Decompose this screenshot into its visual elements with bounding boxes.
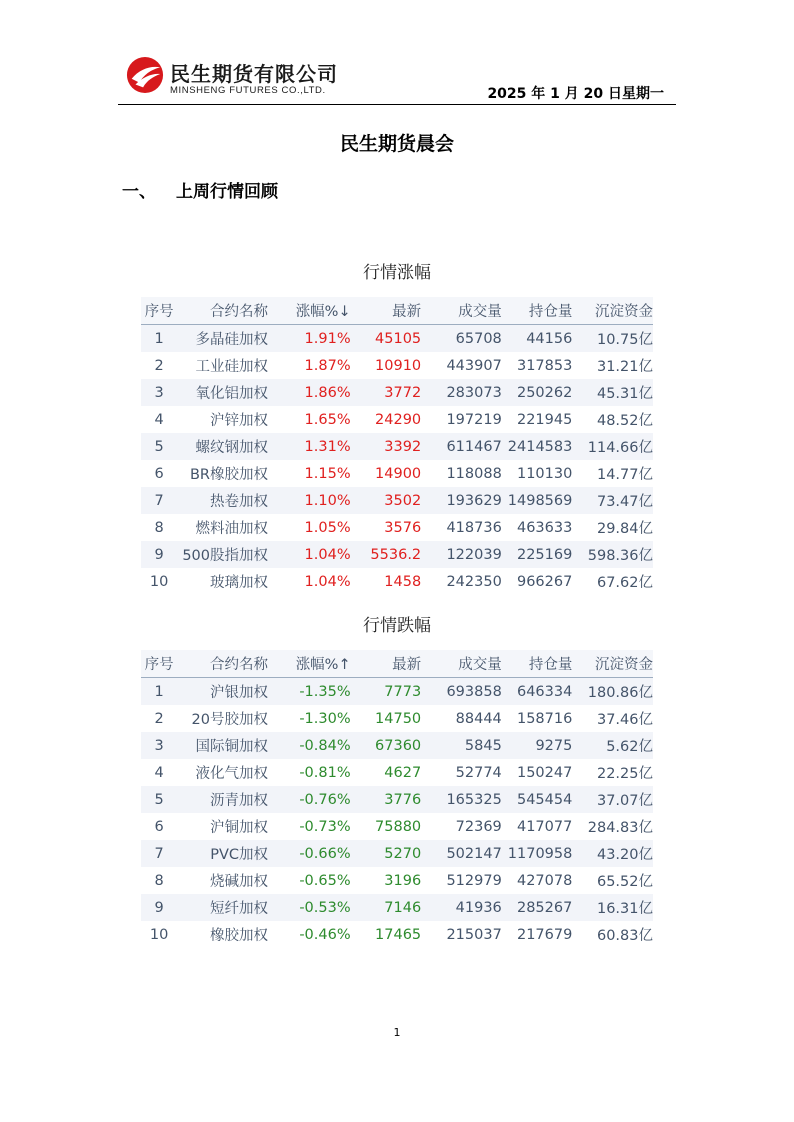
table-row [141, 325, 653, 353]
page-number: 1 [393, 1026, 401, 1039]
settled-funds-cell: 37.46亿 [572, 705, 653, 732]
open-interest-cell: 225169 [502, 541, 573, 568]
header-cell: 合约名称 [177, 297, 270, 325]
open-interest-cell: 1170958 [502, 840, 573, 867]
latest-price-cell: 14750 [351, 705, 422, 732]
header-cell: 最新 [351, 297, 422, 325]
settled-funds-cell: 29.84亿 [572, 514, 653, 541]
header-cell: 最新 [351, 650, 422, 678]
change-percent-cell: 1.04% [270, 568, 351, 595]
settled-funds-cell: 37.07亿 [572, 786, 653, 813]
open-interest-cell: 250262 [502, 379, 573, 406]
latest-price-cell: 3196 [351, 867, 422, 894]
open-interest-cell: 646334 [502, 678, 573, 706]
gainers-rows [141, 325, 653, 596]
table-row [141, 894, 653, 921]
change-percent-cell: -0.46% [270, 921, 351, 948]
volume-cell: 5845 [421, 732, 502, 759]
latest-price-cell: 17465 [351, 921, 422, 948]
open-interest-cell: 2414583 [502, 433, 573, 460]
contract-name-cell: 国际铜加权 [177, 732, 270, 759]
header-cell: 沉淀资金 [572, 650, 653, 678]
open-interest-cell: 427078 [502, 867, 573, 894]
contract-name-cell: 工业硅加权 [177, 352, 270, 379]
header-cell: 沉淀资金 [572, 297, 653, 325]
table-row [141, 921, 653, 948]
change-percent-cell: 1.31% [270, 433, 351, 460]
latest-price-cell: 14900 [351, 460, 422, 487]
latest-price-cell: 7773 [351, 678, 422, 706]
change-percent-cell: -0.73% [270, 813, 351, 840]
volume-cell: 283073 [421, 379, 502, 406]
change-percent-cell: -1.35% [270, 678, 351, 706]
volume-cell: 65708 [421, 325, 502, 353]
row-number-cell: 1 [141, 678, 177, 706]
row-number-cell: 9 [141, 541, 177, 568]
row-number-cell: 5 [141, 433, 177, 460]
change-percent-cell: 1.91% [270, 325, 351, 353]
settled-funds-cell: 16.31亿 [572, 894, 653, 921]
open-interest-cell: 463633 [502, 514, 573, 541]
losers-table [141, 650, 653, 948]
open-interest-cell: 150247 [502, 759, 573, 786]
settled-funds-cell: 31.21亿 [572, 352, 653, 379]
settled-funds-cell: 67.62亿 [572, 568, 653, 595]
losers-table-title: 行情跌幅 [363, 616, 431, 636]
open-interest-cell: 317853 [502, 352, 573, 379]
volume-cell: 443907 [421, 352, 502, 379]
row-number-cell: 7 [141, 487, 177, 514]
losers-header-row [141, 650, 653, 678]
settled-funds-cell: 114.66亿 [572, 433, 653, 460]
latest-price-cell: 5270 [351, 840, 422, 867]
open-interest-cell: 545454 [502, 786, 573, 813]
table-row [141, 379, 653, 406]
row-number-cell: 4 [141, 759, 177, 786]
losers-rows [141, 678, 653, 949]
row-number-cell: 10 [141, 568, 177, 595]
contract-name-cell: 20号胶加权 [177, 705, 270, 732]
change-percent-cell: 1.10% [270, 487, 351, 514]
table-row [141, 840, 653, 867]
open-interest-cell: 1498569 [502, 487, 573, 514]
table-row [141, 352, 653, 379]
row-number-cell: 1 [141, 325, 177, 353]
contract-name-cell: 沪银加权 [177, 678, 270, 706]
section-title: 上周行情回顾 [176, 182, 278, 202]
row-number-cell: 3 [141, 379, 177, 406]
change-percent-cell: 1.04% [270, 541, 351, 568]
gainers-header-row [141, 297, 653, 325]
latest-price-cell: 4627 [351, 759, 422, 786]
change-percent-cell: 1.05% [270, 514, 351, 541]
volume-cell: 512979 [421, 867, 502, 894]
latest-price-cell: 1458 [351, 568, 422, 595]
brand-name-cn: 民生期货有限公司 [170, 62, 338, 86]
row-number-cell: 7 [141, 840, 177, 867]
contract-name-cell: 沪铜加权 [177, 813, 270, 840]
row-number-cell: 10 [141, 921, 177, 948]
volume-cell: 502147 [421, 840, 502, 867]
section-heading [122, 177, 278, 202]
settled-funds-cell: 73.47亿 [572, 487, 653, 514]
open-interest-cell: 110130 [502, 460, 573, 487]
settled-funds-cell: 10.75亿 [572, 325, 653, 353]
contract-name-cell: 热卷加权 [177, 487, 270, 514]
latest-price-cell: 3576 [351, 514, 422, 541]
contract-name-cell: BR橡胶加权 [177, 460, 270, 487]
contract-name-cell: 短纤加权 [177, 894, 270, 921]
section-number: 一、 [122, 182, 156, 202]
document-title: 民生期货晨会 [339, 133, 454, 155]
table-row [141, 433, 653, 460]
settled-funds-cell: 65.52亿 [572, 867, 653, 894]
row-number-cell: 9 [141, 894, 177, 921]
open-interest-cell: 966267 [502, 568, 573, 595]
table-row [141, 406, 653, 433]
settled-funds-cell: 14.77亿 [572, 460, 653, 487]
header-cell: 涨幅%↓ [270, 297, 351, 325]
table-row [141, 759, 653, 786]
open-interest-cell: 217679 [502, 921, 573, 948]
change-percent-cell: 1.86% [270, 379, 351, 406]
table-row [141, 732, 653, 759]
contract-name-cell: 液化气加权 [177, 759, 270, 786]
row-number-cell: 6 [141, 813, 177, 840]
header-cell: 成交量 [421, 650, 502, 678]
header-cell: 持仓量 [502, 297, 573, 325]
contract-name-cell: 沥青加权 [177, 786, 270, 813]
settled-funds-cell: 60.83亿 [572, 921, 653, 948]
change-percent-cell: -0.66% [270, 840, 351, 867]
header-cell: 涨幅%↑ [270, 650, 351, 678]
table-row [141, 705, 653, 732]
volume-cell: 693858 [421, 678, 502, 706]
brand-name-en: MINSHENG FUTURES CO.,LTD. [170, 85, 326, 96]
header-cell: 持仓量 [502, 650, 573, 678]
volume-cell: 165325 [421, 786, 502, 813]
contract-name-cell: 玻璃加权 [177, 568, 270, 595]
settled-funds-cell: 5.62亿 [572, 732, 653, 759]
page-header [118, 52, 676, 105]
table-row [141, 568, 653, 595]
settled-funds-cell: 284.83亿 [572, 813, 653, 840]
table-row [141, 487, 653, 514]
row-number-cell: 6 [141, 460, 177, 487]
volume-cell: 41936 [421, 894, 502, 921]
settled-funds-cell: 180.86亿 [572, 678, 653, 706]
change-percent-cell: -0.53% [270, 894, 351, 921]
latest-price-cell: 3772 [351, 379, 422, 406]
volume-cell: 52774 [421, 759, 502, 786]
change-percent-cell: 1.15% [270, 460, 351, 487]
settled-funds-cell: 43.20亿 [572, 840, 653, 867]
report-date: 2025 年 1 月 20 日星期一 [487, 86, 664, 102]
change-percent-cell: -0.65% [270, 867, 351, 894]
open-interest-cell: 417077 [502, 813, 573, 840]
table-row [141, 460, 653, 487]
change-percent-cell: -0.76% [270, 786, 351, 813]
row-number-cell: 4 [141, 406, 177, 433]
change-percent-cell: -0.84% [270, 732, 351, 759]
settled-funds-cell: 45.31亿 [572, 379, 653, 406]
table-row [141, 514, 653, 541]
contract-name-cell: 燃料油加权 [177, 514, 270, 541]
latest-price-cell: 10910 [351, 352, 422, 379]
open-interest-cell: 158716 [502, 705, 573, 732]
gainers-table-title: 行情涨幅 [363, 263, 431, 283]
row-number-cell: 2 [141, 705, 177, 732]
table-row [141, 867, 653, 894]
change-percent-cell: 1.87% [270, 352, 351, 379]
latest-price-cell: 75880 [351, 813, 422, 840]
volume-cell: 193629 [421, 487, 502, 514]
change-percent-cell: -0.81% [270, 759, 351, 786]
open-interest-cell: 221945 [502, 406, 573, 433]
contract-name-cell: 氧化铝加权 [177, 379, 270, 406]
header-cell: 成交量 [421, 297, 502, 325]
table-row [141, 786, 653, 813]
contract-name-cell: 烧碱加权 [177, 867, 270, 894]
contract-name-cell: PVC加权 [177, 840, 270, 867]
minsheng-logo-icon [126, 56, 164, 94]
header-cell: 合约名称 [177, 650, 270, 678]
open-interest-cell: 285267 [502, 894, 573, 921]
header-cell: 序号 [141, 297, 177, 325]
latest-price-cell: 67360 [351, 732, 422, 759]
latest-price-cell: 3502 [351, 487, 422, 514]
table-row [141, 813, 653, 840]
settled-funds-cell: 48.52亿 [572, 406, 653, 433]
row-number-cell: 3 [141, 732, 177, 759]
row-number-cell: 8 [141, 867, 177, 894]
latest-price-cell: 45105 [351, 325, 422, 353]
table-row [141, 541, 653, 568]
volume-cell: 88444 [421, 705, 502, 732]
header-cell: 序号 [141, 650, 177, 678]
volume-cell: 122039 [421, 541, 502, 568]
row-number-cell: 2 [141, 352, 177, 379]
table-row [141, 678, 653, 706]
open-interest-cell: 9275 [502, 732, 573, 759]
gainers-table [141, 297, 653, 595]
latest-price-cell: 24290 [351, 406, 422, 433]
volume-cell: 118088 [421, 460, 502, 487]
row-number-cell: 8 [141, 514, 177, 541]
open-interest-cell: 44156 [502, 325, 573, 353]
change-percent-cell: -1.30% [270, 705, 351, 732]
latest-price-cell: 3392 [351, 433, 422, 460]
contract-name-cell: 沪锌加权 [177, 406, 270, 433]
latest-price-cell: 7146 [351, 894, 422, 921]
volume-cell: 215037 [421, 921, 502, 948]
contract-name-cell: 多晶硅加权 [177, 325, 270, 353]
contract-name-cell: 螺纹钢加权 [177, 433, 270, 460]
volume-cell: 418736 [421, 514, 502, 541]
settled-funds-cell: 598.36亿 [572, 541, 653, 568]
contract-name-cell: 橡胶加权 [177, 921, 270, 948]
settled-funds-cell: 22.25亿 [572, 759, 653, 786]
volume-cell: 72369 [421, 813, 502, 840]
latest-price-cell: 3776 [351, 786, 422, 813]
latest-price-cell: 5536.2 [351, 541, 422, 568]
volume-cell: 242350 [421, 568, 502, 595]
contract-name-cell: 500股指加权 [177, 541, 270, 568]
row-number-cell: 5 [141, 786, 177, 813]
volume-cell: 611467 [421, 433, 502, 460]
volume-cell: 197219 [421, 406, 502, 433]
change-percent-cell: 1.65% [270, 406, 351, 433]
